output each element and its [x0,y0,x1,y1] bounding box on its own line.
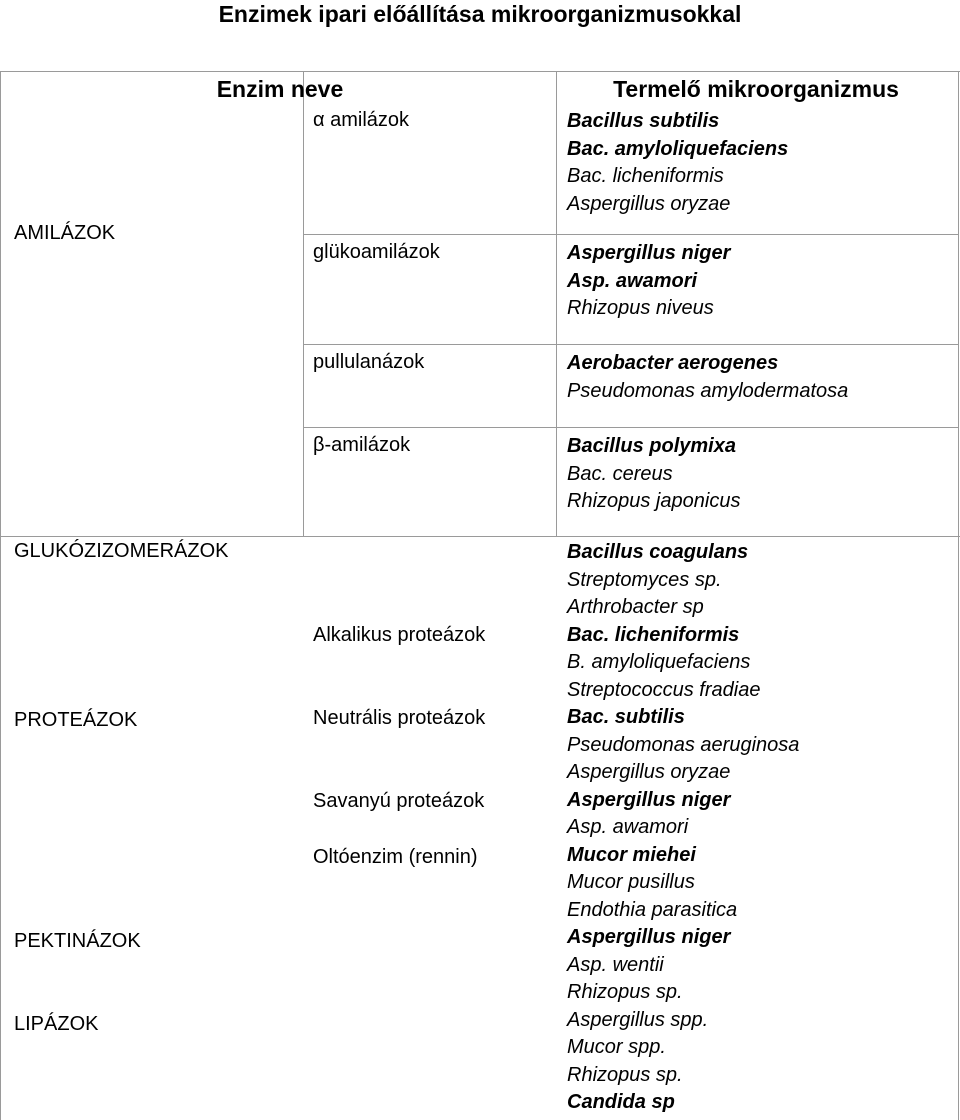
organism-item: Bac. licheniformis [567,165,724,187]
enzyme-alfa-amilaz: α amilázok [313,109,410,131]
table-border-top [0,71,960,72]
organism-list-alfa [567,108,788,218]
organism-item: Bac. cereus [567,462,673,485]
group-proteazok: PROTEÁZOK [14,709,138,731]
row-divider-amylase-end [0,536,960,537]
group-lipazok: LIPÁZOK [14,1013,99,1035]
organism-list-beta [567,433,740,516]
organism-item: Bac. subtilis [567,706,685,728]
column-divider-1 [303,71,304,536]
organism-item: Bac. amyloliquefaciens [567,137,789,160]
page-title: Enzimek ipari előállítása mikroorganizmusokkal [218,1,742,27]
organism-item: Streptomyces sp. [567,568,722,591]
organism-item: Asp. wentii [567,953,664,976]
table-border-left [0,71,1,1120]
organism-item: Asp. awamori [567,269,698,292]
organism-item: Pseudomonas amylodermatosa [567,379,849,402]
organism-item: Aspergillus spp. [567,1008,709,1031]
enzyme-neutralis-proteaz: Neutrális proteázok [313,707,486,729]
row-divider-group2 [303,344,959,345]
column-divider-2 [556,71,557,536]
organism-item: Streptococcus fradiae [567,678,761,701]
enzyme-savanyu-proteaz: Savanyú proteázok [313,790,485,812]
row-divider-group1 [303,234,959,235]
organism-item: Aspergillus niger [567,788,731,811]
group-amilazok: AMILÁZOK [14,222,116,244]
table-border-right [958,71,959,1120]
group-glukozizomerazok: GLUKÓZIZOMERÁZOK [14,540,229,562]
header-enzyme-name: Enzim neve [216,76,344,102]
organism-item: Aerobacter aerogenes [567,352,779,374]
organism-item: Rhizopus japonicus [567,490,741,512]
organism-item: Bacillus subtilis [567,110,720,132]
organism-item: Mucor pusillus [567,871,695,893]
organism-item: Bacillus coagulans [567,541,749,563]
organism-list-lower [567,539,799,1117]
organism-item: Candida sp [567,1091,675,1113]
organism-item: Rhizopus niveus [567,297,714,319]
organism-item: B. amyloliquefaciens [567,651,751,673]
header-producer: Termelő mikroorganizmus [613,76,899,102]
enzyme-alkalikus-proteaz: Alkalikus proteázok [313,624,486,646]
organism-item: Bac. licheniformis [567,623,740,646]
organism-item: Aspergillus oryzae [567,761,731,783]
enzyme-pullulanaz: pullulanázok [313,351,425,373]
organism-item: Aspergillus niger [567,926,731,948]
organism-item: Aspergillus niger [567,242,731,264]
organism-item: Asp. awamori [567,816,689,838]
organism-item: Endothia parasitica [567,898,738,921]
organism-item: Arthrobacter sp [567,596,704,618]
organism-item: Bacillus polymixa [567,435,736,457]
organism-item: Rhizopus sp. [567,1063,683,1086]
enzyme-beta-amilaz: β-amilázok [313,434,411,456]
organism-item: Rhizopus sp. [567,981,683,1003]
enzyme-table [0,71,960,1120]
group-pektinazok: PEKTINÁZOK [14,930,141,952]
organism-item: Mucor miehei [567,843,696,866]
organism-item: Aspergillus oryzae [567,192,731,215]
organism-list-pullu [567,350,848,405]
organism-list-gluko [567,240,730,323]
enzyme-oltoenzim: Oltóenzim (rennin) [313,846,478,868]
organism-item: Pseudomonas aeruginosa [567,733,800,756]
row-divider-group3 [303,427,959,428]
organism-item: Mucor spp. [567,1036,666,1058]
enzyme-glukoamilaz: glükoamilázok [313,241,440,263]
